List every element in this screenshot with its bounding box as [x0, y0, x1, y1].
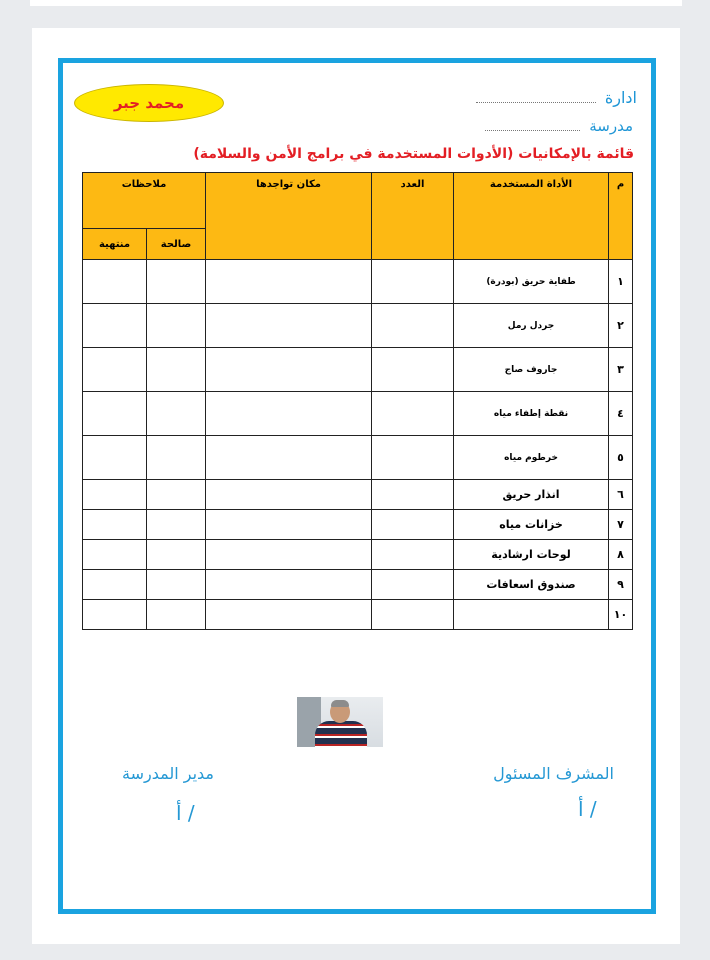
row-number: ٤ — [609, 392, 633, 436]
row-tool: جاروف صاج — [454, 348, 609, 392]
name-badge-text: محمد جبر — [113, 94, 185, 112]
row-valid[interactable] — [147, 600, 206, 630]
row-count[interactable] — [372, 570, 454, 600]
school-label: مدرسة — [589, 117, 633, 135]
row-tool: جردل رمل — [454, 304, 609, 348]
row-location[interactable] — [206, 480, 372, 510]
name-badge — [74, 84, 224, 122]
row-location[interactable] — [206, 540, 372, 570]
row-valid[interactable] — [147, 480, 206, 510]
row-valid[interactable] — [147, 510, 206, 540]
row-number: ٢ — [609, 304, 633, 348]
header-location: مكان تواجدها — [206, 173, 372, 260]
row-tool: لوحات ارشادية — [454, 540, 609, 570]
author-photo — [297, 697, 383, 747]
row-location[interactable] — [206, 304, 372, 348]
photo-shirt — [315, 721, 367, 747]
row-count[interactable] — [372, 348, 454, 392]
row-number: ٨ — [609, 540, 633, 570]
header-notes: ملاحظات — [83, 173, 206, 229]
row-expired[interactable] — [83, 480, 147, 510]
row-tool — [454, 600, 609, 630]
row-valid[interactable] — [147, 260, 206, 304]
row-tool: طفاية حريق (بودرة) — [454, 260, 609, 304]
document-title: قائمة بالإمكانيات (الأدوات المستخدمة في برامج الأمن والسلامة) — [193, 146, 634, 162]
school-line — [485, 117, 633, 135]
row-expired[interactable] — [83, 304, 147, 348]
table-row — [83, 436, 633, 480]
row-location[interactable] — [206, 260, 372, 304]
principal-signature: أ / — [176, 801, 195, 825]
row-count[interactable] — [372, 392, 454, 436]
row-count[interactable] — [372, 480, 454, 510]
school-blank — [485, 118, 580, 131]
administration-line — [476, 88, 637, 107]
row-count[interactable] — [372, 510, 454, 540]
row-expired[interactable] — [83, 510, 147, 540]
header-expired: منتهية — [83, 229, 147, 260]
row-tool: خزانات مياه — [454, 510, 609, 540]
table-row — [83, 480, 633, 510]
row-number: ١٠ — [609, 600, 633, 630]
row-expired[interactable] — [83, 348, 147, 392]
photo-hair — [331, 700, 349, 707]
row-location[interactable] — [206, 436, 372, 480]
row-valid[interactable] — [147, 392, 206, 436]
supervisor-label: المشرف المسئول — [493, 764, 614, 783]
row-expired[interactable] — [83, 570, 147, 600]
row-valid[interactable] — [147, 348, 206, 392]
row-expired[interactable] — [83, 540, 147, 570]
administration-label: ادارة — [604, 88, 637, 107]
table-row — [83, 570, 633, 600]
header-valid: صالحة — [147, 229, 206, 260]
row-number: ٧ — [609, 510, 633, 540]
supervisor-signature: أ / — [578, 797, 597, 821]
previous-page-edge — [30, 0, 682, 6]
row-expired[interactable] — [83, 260, 147, 304]
header-count: العدد — [372, 173, 454, 260]
row-location[interactable] — [206, 600, 372, 630]
header-index: م — [609, 173, 633, 260]
row-location[interactable] — [206, 510, 372, 540]
table-row — [83, 540, 633, 570]
table-header-row — [83, 173, 633, 229]
administration-blank — [476, 90, 596, 103]
row-valid[interactable] — [147, 540, 206, 570]
row-location[interactable] — [206, 570, 372, 600]
header-tool: الأداة المستخدمة — [454, 173, 609, 260]
principal-label: مدير المدرسة — [121, 764, 214, 783]
row-number: ٥ — [609, 436, 633, 480]
row-count[interactable] — [372, 304, 454, 348]
row-tool: انذار حريق — [454, 480, 609, 510]
row-count[interactable] — [372, 540, 454, 570]
row-tool: نقطة إطفاء مياه — [454, 392, 609, 436]
table-row — [83, 392, 633, 436]
table-row — [83, 304, 633, 348]
row-count[interactable] — [372, 260, 454, 304]
row-valid[interactable] — [147, 570, 206, 600]
row-tool: صندوق اسعافات — [454, 570, 609, 600]
row-expired[interactable] — [83, 600, 147, 630]
row-count[interactable] — [372, 600, 454, 630]
row-valid[interactable] — [147, 436, 206, 480]
table-row — [83, 600, 633, 630]
row-location[interactable] — [206, 348, 372, 392]
row-number: ٦ — [609, 480, 633, 510]
table-row — [83, 260, 633, 304]
row-count[interactable] — [372, 436, 454, 480]
row-number: ٩ — [609, 570, 633, 600]
row-expired[interactable] — [83, 436, 147, 480]
table-row — [83, 510, 633, 540]
row-location[interactable] — [206, 392, 372, 436]
row-number: ١ — [609, 260, 633, 304]
row-valid[interactable] — [147, 304, 206, 348]
row-number: ٣ — [609, 348, 633, 392]
row-tool: خرطوم مياه — [454, 436, 609, 480]
equipment-table — [82, 172, 633, 630]
row-expired[interactable] — [83, 392, 147, 436]
table-row — [83, 348, 633, 392]
